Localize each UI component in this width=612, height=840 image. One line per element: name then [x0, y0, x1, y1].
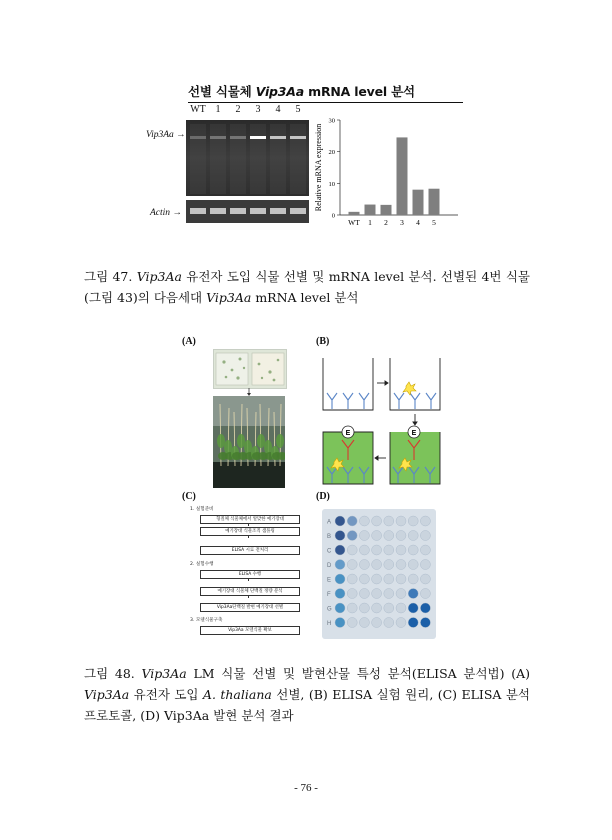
plate-well: [347, 618, 357, 628]
y-tick-label: 10: [328, 180, 335, 188]
actin-band-label: Actin →: [150, 208, 182, 218]
enzyme-label: E: [345, 430, 351, 437]
plate-well: [384, 589, 394, 599]
plate-well: [396, 545, 406, 555]
vip3aa-band: [190, 136, 206, 139]
plate-row-label: A: [327, 519, 332, 526]
bar-WT: [349, 212, 360, 215]
plate-well: [359, 545, 369, 555]
mrna-expression-bar-chart: [305, 112, 460, 237]
selection-plates-photo: [213, 349, 287, 389]
gel-lane: [230, 124, 246, 194]
gel-lane-label: 4: [275, 104, 281, 115]
x-tick-label: 3: [400, 218, 404, 227]
plate-well: [384, 560, 394, 570]
plate-well: [347, 545, 357, 555]
plate-well: [372, 545, 382, 555]
antibody-icon: [410, 393, 420, 409]
arrow-down-icon: [246, 388, 252, 396]
y-tick-label: 30: [328, 117, 335, 125]
plate-well: [384, 603, 394, 613]
actin-band: [190, 208, 206, 214]
plate-well: [335, 618, 345, 628]
plate-well: [396, 516, 406, 526]
bar-4: [413, 190, 424, 215]
antibody-icon: [426, 393, 436, 409]
bar-1: [365, 205, 376, 215]
actin-band: [250, 208, 266, 214]
plate-row-label: C: [327, 548, 332, 555]
plate-well: [335, 531, 345, 541]
plate-well: [384, 545, 394, 555]
plate-well: [372, 531, 382, 541]
plate-well: [359, 560, 369, 570]
plate-well: [372, 574, 382, 584]
plate-well: [384, 618, 394, 628]
plate-row-label: G: [327, 606, 332, 613]
enzyme-label: E: [411, 430, 417, 437]
plate-well: [347, 531, 357, 541]
plate-well: [384, 516, 394, 526]
protocol-step: Vip3Aa 모델식물 확보: [200, 626, 300, 635]
plate-well: [408, 603, 418, 613]
bar-3: [397, 137, 408, 215]
plate-well: [347, 560, 357, 570]
plate-well: [408, 560, 418, 570]
vip3aa-band: [230, 136, 246, 139]
plate-well: [359, 603, 369, 613]
plate-well: [335, 603, 345, 613]
y-tick-label: 20: [328, 149, 335, 157]
actin-band: [290, 208, 306, 214]
plate-well: [408, 545, 418, 555]
plate-well: [384, 574, 394, 584]
antibody-icon: [343, 393, 353, 409]
actin-band: [230, 208, 246, 214]
protocol-step: ELISA 수행: [200, 570, 300, 579]
plate-well: [347, 516, 357, 526]
plate-well: [396, 531, 406, 541]
panel-label-b: (B): [316, 336, 330, 347]
protocol-step: 형질체 식물체에서 알맞한 예기장대: [200, 515, 300, 524]
plate-well: [408, 531, 418, 541]
plate-well: [396, 589, 406, 599]
plate-well: [372, 618, 382, 628]
bar-2: [381, 205, 392, 215]
protocol-section-1: 1. 실험준비: [190, 507, 214, 512]
panel-label-d: (D): [316, 491, 330, 502]
y-tick-label: 0: [331, 212, 335, 220]
plate-well: [408, 589, 418, 599]
vip3aa-band: [210, 136, 226, 139]
plate-well: [396, 574, 406, 584]
panel-label-c: (C): [182, 491, 196, 502]
figure-47-title: 선별 식물체 Vip3Aa mRNA level 분석: [188, 82, 463, 103]
protocol-step: Vip3Aa단백질 발현 예기장대 선별: [200, 603, 300, 612]
gel-lane-label: WT: [190, 104, 206, 115]
protocol-section-2: 2. 실험수행: [190, 562, 214, 567]
plate-well: [420, 516, 430, 526]
plate-well: [396, 560, 406, 570]
plate-well: [396, 603, 406, 613]
plate-well: [408, 516, 418, 526]
gel-lane-label: 5: [295, 104, 301, 115]
vip3aa-band: [250, 136, 266, 139]
actin-band: [270, 208, 286, 214]
gel-lane: [250, 124, 266, 194]
plate-well: [372, 516, 382, 526]
vip3aa-band-label: Vip3Aa →: [146, 130, 186, 140]
plate-well: [396, 618, 406, 628]
plate-row-label: H: [327, 621, 332, 627]
plate-well: [335, 560, 345, 570]
plate-well: [335, 545, 345, 555]
plate-well: [420, 589, 430, 599]
plate-well: [359, 574, 369, 584]
gel-lane-label: 1: [215, 104, 221, 115]
plate-well: [372, 589, 382, 599]
plate-well: [372, 560, 382, 570]
plate-well: [359, 618, 369, 628]
plate-row-label: E: [327, 577, 332, 584]
gel-lane: [190, 124, 206, 194]
arabidopsis-plants-photo: [213, 396, 285, 488]
plate-row-label: F: [327, 592, 331, 598]
plate-well: [420, 574, 430, 584]
x-tick-label: 4: [416, 218, 420, 227]
x-tick-label: 2: [384, 218, 388, 227]
plate-well: [335, 516, 345, 526]
plate-well: [420, 545, 430, 555]
plate-well: [420, 560, 430, 570]
plate-well: [335, 574, 345, 584]
gel-electrophoresis-image: [186, 120, 309, 223]
x-tick-label: WT: [348, 218, 360, 227]
protocol-step: 예기장대 식물체 단백질 정량 분석: [200, 587, 300, 596]
actin-band: [210, 208, 226, 214]
plate-well: [359, 531, 369, 541]
plate-well: [347, 603, 357, 613]
figure-47-caption: 그림 47. Vip3Aa 유전자 도입 식물 선별 및 mRNA level 분석. 선별된 4번 식물(그림 43)의 다음세대 Vip3Aa mRNA level 분석: [84, 269, 530, 305]
antibody-icon: [394, 393, 404, 409]
gel-lane: [210, 124, 226, 194]
protocol-step: 예기장대 식물조직 샘플링: [200, 527, 300, 536]
plate-well: [420, 531, 430, 541]
plate-well: [359, 516, 369, 526]
elisa-principle-diagram: [318, 348, 443, 490]
protocol-section-3: 3. 모델식물구축: [190, 618, 223, 623]
vip3aa-band: [290, 136, 306, 139]
plate-well: [359, 589, 369, 599]
protocol-step: ELISA 시료 전처리: [200, 546, 300, 555]
elisa-plate-photo: [322, 509, 436, 639]
plate-well: [372, 603, 382, 613]
figure-48-caption: 그림 48. Vip3Aa LM 식물 선별 및 발현산물 특성 분석(ELISA 분석법) (A) Vip3Aa 유전자 도입 A. thaliana 선별, (B) ELISA 실험 원리, (C) ELISA 분석 프로토콜, (D) Vip3Aa 발현 분석 결과: [84, 666, 531, 723]
x-tick-label: 1: [368, 218, 372, 227]
plate-row-label: B: [327, 534, 332, 540]
plate-well: [335, 589, 345, 599]
plate-well: [384, 531, 394, 541]
gel-lane: [290, 124, 306, 194]
plate-well: [408, 618, 418, 628]
gel-lane-label: 2: [235, 104, 241, 115]
plate-well: [408, 574, 418, 584]
antibody-icon: [327, 393, 337, 409]
gel-lane-label: 3: [255, 104, 261, 115]
plate-well: [347, 574, 357, 584]
plate-row-label: D: [327, 563, 332, 569]
page-number: - 76 -: [294, 782, 318, 794]
x-tick-label: 5: [432, 218, 436, 227]
plate-well: [347, 589, 357, 599]
gel-lane: [270, 124, 286, 194]
plate-well: [420, 603, 430, 613]
panel-label-a: (A): [182, 336, 196, 347]
plate-well: [420, 618, 430, 628]
y-axis-label: Relative mRNA expression: [314, 123, 323, 212]
bar-5: [429, 189, 440, 215]
elisa-protocol-flowchart: [186, 502, 301, 642]
vip3aa-band: [270, 136, 286, 139]
antibody-icon: [359, 393, 369, 409]
